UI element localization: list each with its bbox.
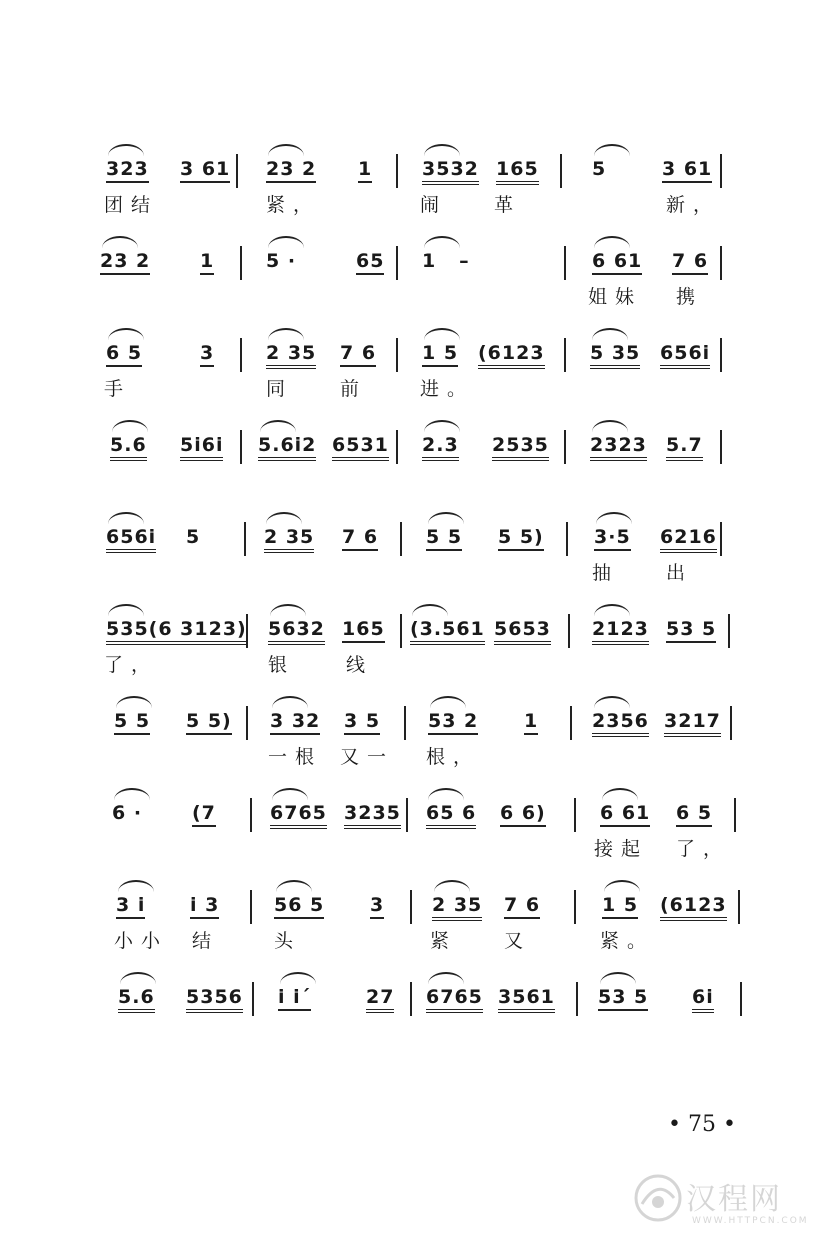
bar-line (566, 522, 568, 556)
bar-line (738, 890, 740, 924)
slur-mark (112, 420, 148, 432)
bar-line (396, 154, 398, 188)
slur-mark (600, 972, 636, 984)
lyric-text: 携 (676, 286, 704, 308)
slur-mark (108, 144, 144, 156)
note-group: 7 6 (340, 342, 376, 367)
slur-mark (424, 328, 460, 340)
note-group: 5 (186, 526, 201, 548)
slur-mark (272, 696, 308, 708)
note-group: 1 – (422, 250, 470, 272)
note-group: 5 5 (114, 710, 150, 735)
lyric-text: 一根 (268, 746, 323, 768)
note-group: 1 5 (422, 342, 458, 367)
bar-line (564, 430, 566, 464)
note-group: 6i (692, 986, 714, 1013)
lyric-text: 姐妹 (588, 286, 643, 308)
lyric-text: 接起 (594, 838, 649, 860)
note-group: 3 5 (344, 710, 380, 735)
slur-mark (108, 328, 144, 340)
lyric-text: 了， (676, 838, 731, 860)
slur-mark (266, 512, 302, 524)
lyric-text: 根， (426, 746, 481, 768)
lyric-text: 新， (666, 194, 721, 216)
bar-line (564, 246, 566, 280)
slur-mark (270, 604, 306, 616)
note-group: 3561 (498, 986, 555, 1013)
slur-mark (594, 144, 630, 156)
slur-mark (276, 880, 312, 892)
bar-line (720, 522, 722, 556)
note-group: 5 5 (426, 526, 462, 551)
note-group: 6531 (332, 434, 389, 461)
slur-mark (268, 328, 304, 340)
note-group: 5 35 (590, 342, 640, 369)
notation-line (100, 522, 740, 556)
note-group: 3 i (116, 894, 145, 919)
slur-mark (428, 512, 464, 524)
slur-mark (430, 696, 466, 708)
notation-line (100, 154, 740, 188)
lyric-text: 革 (494, 194, 522, 216)
score-systems (100, 124, 740, 1044)
note-group: 2 35 (264, 526, 314, 553)
notation-line (100, 982, 740, 1016)
note-group: 2535 (492, 434, 549, 461)
note-group: 5 (592, 158, 607, 180)
note-group: 6765 (426, 986, 483, 1013)
bar-line (250, 798, 252, 832)
note-group: 3 61 (662, 158, 712, 183)
slur-mark (596, 512, 632, 524)
bar-line (560, 154, 562, 188)
page-number: • 75 • (668, 1112, 736, 1137)
note-group: 3 (200, 342, 214, 367)
bar-line (570, 706, 572, 740)
note-group: i 3 (190, 894, 219, 919)
bar-line (244, 522, 246, 556)
notation-line (100, 706, 740, 740)
notation-line (100, 338, 740, 372)
lyric-text: 紧。 (600, 930, 655, 952)
note-group: 6 5 (106, 342, 142, 367)
lyric-text: 了， (104, 654, 159, 676)
note-group: 6 61 (592, 250, 642, 275)
slur-mark (424, 144, 460, 156)
bar-line (740, 982, 742, 1016)
note-group: 7 6 (504, 894, 540, 919)
note-group: 5632 (268, 618, 325, 645)
note-group: 3217 (664, 710, 721, 737)
lyric-text: 抽 (592, 562, 620, 584)
slur-mark (592, 420, 628, 432)
note-group: 535(6 3123) (106, 618, 247, 645)
bar-line (400, 522, 402, 556)
note-group: (7 (192, 802, 216, 827)
slur-mark (108, 512, 144, 524)
score-system (100, 768, 740, 860)
note-group: 1 (524, 710, 538, 735)
slur-mark (108, 604, 144, 616)
note-group: 3532 (422, 158, 479, 185)
note-group: 2123 (592, 618, 649, 645)
slur-mark (272, 788, 308, 800)
slur-mark (594, 604, 630, 616)
bar-line (240, 338, 242, 372)
score-system (100, 400, 740, 492)
bar-line (252, 982, 254, 1016)
note-group: 65 6 (426, 802, 476, 829)
slur-mark (602, 788, 638, 800)
note-group: 5.6 (118, 986, 155, 1013)
bar-line (396, 430, 398, 464)
note-group: 5.6 (110, 434, 147, 461)
bar-line (574, 890, 576, 924)
score-system (100, 308, 740, 400)
bar-line (728, 614, 730, 648)
note-group: 56 5 (274, 894, 324, 919)
note-group: (6123 (478, 342, 545, 369)
slur-mark (114, 788, 150, 800)
note-group: 3 (370, 894, 384, 919)
bar-line (730, 706, 732, 740)
bar-line (404, 706, 406, 740)
note-group: 2 35 (432, 894, 482, 921)
note-group: i i´ (278, 986, 311, 1011)
watermark (628, 1168, 808, 1238)
bar-line (720, 154, 722, 188)
note-group: 2356 (592, 710, 649, 737)
slur-mark (594, 696, 630, 708)
note-group: (6123 (660, 894, 727, 921)
note-group: 23 2 (100, 250, 150, 275)
note-group: 23 2 (266, 158, 316, 183)
note-group: 165 (496, 158, 539, 185)
slur-mark (428, 972, 464, 984)
slur-mark (592, 328, 628, 340)
note-group: 7 6 (342, 526, 378, 551)
notation-line (100, 890, 740, 924)
note-group: 165 (342, 618, 385, 643)
note-group: 3235 (344, 802, 401, 829)
note-group: 7 6 (672, 250, 708, 275)
score-system (100, 952, 740, 1044)
lyric-text: 银 (268, 654, 296, 676)
note-group: 5 5) (498, 526, 544, 551)
lyric-text: 小小 (114, 930, 169, 952)
bar-line (720, 338, 722, 372)
notation-line (100, 246, 740, 280)
bar-line (574, 798, 576, 832)
note-group: 5 5) (186, 710, 232, 735)
lyric-text: 结 (192, 930, 220, 952)
score-system (100, 860, 740, 952)
lyric-text: 闹 (420, 194, 448, 216)
note-group: 2323 (590, 434, 647, 461)
note-group: 6 6) (500, 802, 546, 827)
note-group: 6 5 (676, 802, 712, 827)
slur-mark (102, 236, 138, 248)
note-group: 3 61 (180, 158, 230, 183)
lyric-text: 团结 (104, 194, 159, 216)
note-group: 656i (106, 526, 156, 553)
note-group: 53 5 (666, 618, 716, 643)
lyric-text: 紧 (430, 930, 458, 952)
watermark-logo-icon (628, 1168, 688, 1232)
note-group: 6 61 (600, 802, 650, 827)
lyric-text: 又一 (340, 746, 395, 768)
note-group: 1 5 (602, 894, 638, 919)
score-system (100, 492, 740, 584)
bar-line (410, 890, 412, 924)
note-group: 6216 (660, 526, 717, 553)
slur-mark (280, 972, 316, 984)
note-group: 5.6i2 (258, 434, 316, 461)
notation-line (100, 614, 740, 648)
note-group: 656i (660, 342, 710, 369)
lyric-text: 同 (266, 378, 294, 400)
score-system (100, 584, 740, 676)
bar-line (250, 890, 252, 924)
note-group: 5 · (266, 250, 297, 272)
slur-mark (118, 880, 154, 892)
score-system (100, 124, 740, 216)
note-group: (3.561 (410, 618, 485, 645)
slur-mark (434, 880, 470, 892)
slur-mark (424, 236, 460, 248)
bar-line (734, 798, 736, 832)
note-group: 5653 (494, 618, 551, 645)
slur-mark (412, 604, 448, 616)
lyric-text: 线 (346, 654, 374, 676)
note-group: 3 32 (270, 710, 320, 735)
score-system (100, 216, 740, 308)
bar-line (240, 430, 242, 464)
note-group: 6765 (270, 802, 327, 829)
note-group: 2 35 (266, 342, 316, 369)
slur-mark (268, 144, 304, 156)
bar-line (720, 246, 722, 280)
slur-mark (604, 880, 640, 892)
note-group: 1 (200, 250, 214, 275)
bar-line (240, 246, 242, 280)
slur-mark (424, 420, 460, 432)
bar-line (410, 982, 412, 1016)
note-group: 2.3 (422, 434, 459, 461)
note-group: 5356 (186, 986, 243, 1013)
note-group: 65 (356, 250, 384, 275)
slur-mark (116, 696, 152, 708)
lyric-text: 又 (504, 930, 532, 952)
slur-mark (428, 788, 464, 800)
bar-line (396, 338, 398, 372)
notation-line (100, 430, 740, 464)
bar-line (576, 982, 578, 1016)
bar-line (568, 614, 570, 648)
bar-line (236, 154, 238, 188)
lyric-text: 进。 (420, 378, 475, 400)
bar-line (406, 798, 408, 832)
note-group: 323 (106, 158, 149, 183)
notation-line (100, 798, 740, 832)
note-group: 1 (358, 158, 372, 183)
bar-line (246, 706, 248, 740)
slur-mark (260, 420, 296, 432)
lyric-text: 头 (274, 930, 302, 952)
note-group: 6 · (112, 802, 143, 824)
watermark-name: 汉程网 (686, 1182, 782, 1217)
score-system (100, 676, 740, 768)
note-group: 5i6i (180, 434, 223, 461)
note-group: 3·5 (594, 526, 631, 551)
slur-mark (120, 972, 156, 984)
note-group: 53 2 (428, 710, 478, 735)
lyric-text: 紧， (266, 194, 321, 216)
slur-mark (268, 236, 304, 248)
bar-line (400, 614, 402, 648)
note-group: 53 5 (598, 986, 648, 1011)
note-group: 27 (366, 986, 394, 1013)
bar-line (720, 430, 722, 464)
slur-mark (594, 236, 630, 248)
note-group: 5.7 (666, 434, 703, 461)
bar-line (564, 338, 566, 372)
watermark-url: WWW.HTTPCN.COM (692, 1216, 809, 1226)
lyric-text: 出 (666, 562, 694, 584)
lyric-text: 手 (104, 378, 132, 400)
lyric-text: 前 (340, 378, 368, 400)
bar-line (396, 246, 398, 280)
